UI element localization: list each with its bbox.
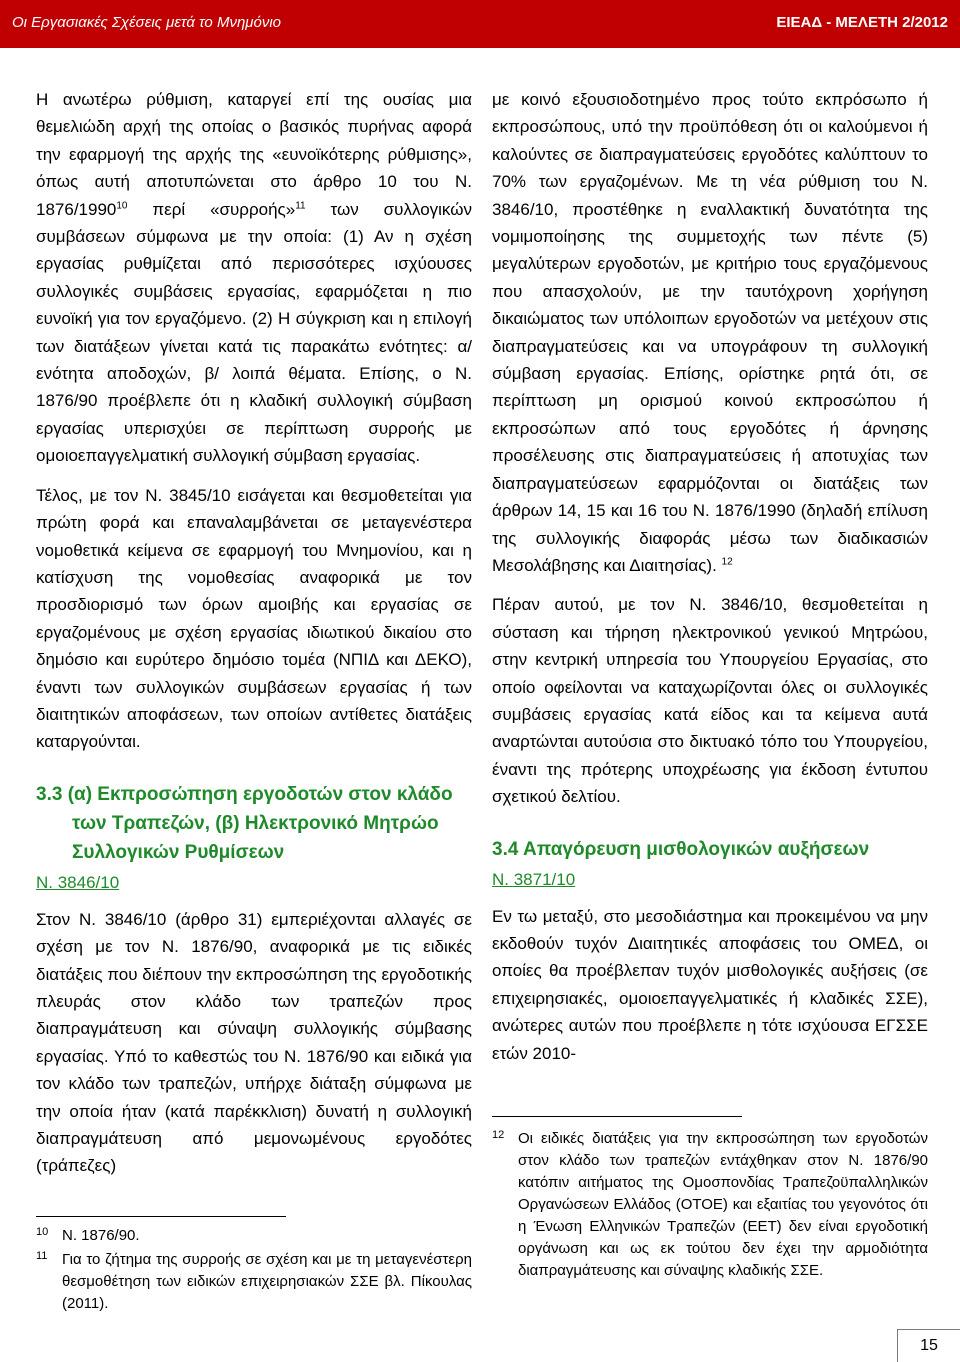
footnote [492, 1128, 928, 1282]
footnote-ref[interactable]: 12 [721, 556, 733, 568]
paragraph: με κοινό εξουσιοδοτημένο προς τούτο εκπρόσωπο ή εκπροσώπους, υπό την προϋπόθεση ότι οι καλούμενοι ή καλούντες σε διαπραγματεύσεις εργοδότες καλύπτουν το 70% των εργαζομένων. Με τη νέα ρύθμιση του Ν. 3846/10, προστέθηκε η εναλλακτική δυνατότητα της νομιμοποίησης της συμμετοχής των πέντε (5) μεγαλύτερων εργοδοτών, με κριτήριο τους εργαζόμενους που απασχολούν, με την ταυτόχρονη χορήγηση δικαιώματος των υπόλοιπων εργοδοτών να μετέχουν στις διαπραγματεύσεις και να υπογράφουν τη συλλογική σύμβαση εργασίας. Επίσης, ορίστηκε ρητά ότι, σε περίπτωση μη ορισμού κοινού εκπροσώπου ή εκπροσώπων από τους εργοδότες ή άρνησης προσέλευσης στις διαπραγματεύσεις ή αποτυχίας των διαπραγματεύσεων εφαρμόζονται οι διατάξεις των άρθρων 14, 15 και 16 του Ν. 1876/1990 (δηλαδή επίλυση της συλλογικής διαφοράς μέσω των διαδικασιών Μεσολάβησης και Διαιτησίας). $^{12}$ [492, 90, 928, 575]
footnote-text: Ν. 1876/90. [62, 1227, 140, 1244]
paragraph: Στον Ν. 3846/10 (άρθρο 31) εμπεριέχονται αλλαγές σε σχέση με τον Ν. 1876/90, αναφορικά με τις ειδικές διατάξεις που διέπουν την εκπροσώπηση της εργοδοτικής πλευράς στον κλάδο των τραπεζών προς διαπραγμάτευση και σύναψη συλλογικής σύμβασης εργασίας. Υπό το καθεστώς του Ν. 1876/90 και ειδικά για τον κλάδο των τραπεζών, υπήρχε διάταξη σύμφωνα με την οποία ήταν (κατά παρέκκλιση) δυνατή η συλλογική διαπραγμάτευση από μεμονωμένους εργοδότες (τράπεζες) [36, 909, 472, 1176]
header-study-id: ΕΙΕΑΔ - ΜΕΛΕΤΗ 2/2012 [776, 14, 948, 31]
section-heading: 3.3 (α) Εκπροσώπηση εργοδοτών στον κλάδο των Τραπεζών, (β) Ηλεκτρονικό Μητρώο Συλλογικών Ρυθμίσεων [36, 783, 453, 863]
page-number: 15 [897, 1329, 960, 1362]
page-header [0, 0, 960, 48]
paragraph: Η ανωτέρω ρύθμιση, καταργεί επί της ουσίας μια θεμελιώδη αρχή της οποίας ο βασικός πυρήνας αφορά την εφαρμογή της αρχής της «ευνοϊκότερης ρύθμισης», όπως αυτή αποτυπώνεται στο άρθρο 10 του Ν. 1876/1990$^{10}$ περί «συρροής»$^{11}$ των συλλογικών συμβάσεων σύμφωνα με την οποία: (1) Αν η σχέση εργασίας ρυθμίζεται από περισσότερες ισχύουσες συλλογικές συμβάσεις εργασίας, εφαρμόζεται η πιο ευνοϊκή για τον εργαζόμενο. (2) Η σύγκριση και η επιλογή των διατάξεων γίνεται κατά τις παρακάτω ενότητες: α/ ενότητα αποδοχών, β/ λοιπά θέματα. Επίσης, ο Ν. 1876/90 προέβλεπε ότι η κλαδική συλλογική σύμβαση εργασίας υπερισχύει σε περίπτωση συρροής με ομοιοεπαγγελματική συλλογική σύμβαση εργασίας. [36, 90, 472, 466]
footnote-ref[interactable]: 10 [116, 199, 128, 211]
footnote [36, 1225, 472, 1247]
footnote-text: Οι ειδικές διατάξεις για την εκπροσώπηση των εργοδοτών στον κλάδο των τραπεζών εντάχθηκαν στον Ν. 1876/90 κατόπιν αιτήματος της Ομοσπονδίας Τραπεζοϋπαλληλικών Οργανώσεων Ελλάδος (ΟΤΟΕ) και εξαιτίας του γεγονότος ότι η Ένωση Ελληνικών Τραπεζών (ΕΕΤ) δεν είναι εργοδοτική οργάνωση και ως εκ τούτου δεν έχει την αρμοδιότητα διαπραγμάτευσης και σύναψης κλαδικής ΣΣΕ. [518, 1130, 928, 1279]
footnote [36, 1249, 472, 1315]
section-law-reference: Ν. 3846/10 [36, 872, 120, 892]
paragraph: Πέραν αυτού, με τον Ν. 3846/10, θεσμοθετείται η σύσταση και τήρηση ηλεκτρονικού γενικού Μητρώου, στην κεντρική υπηρεσία του Υπουργείου Εργασίας, στο οποίο οφείλονται να καταχωρίζονται όλες οι συλλογικές συμβάσεις εργασίας κατά είδος και τα κείμενα αυτά αναρτώνται αυτούσια στο δικτυακό τόπο του Υπουργείου, έναντι της πρότερης υποχρέωσης για έκδοση έντυπου σχετικού δελτίου. [492, 595, 928, 807]
footnote-number: 10 [36, 1226, 49, 1238]
footnote-separator [492, 1116, 742, 1117]
section-law-reference: Ν. 3871/10 [492, 869, 576, 889]
footnote-text: Για το ζήτημα της συρροής σε σχέση και με τη μεταγενέστερη θεσμοθέτηση των ειδικών επιχειρησιακών ΣΣΕ βλ. Πίκουλας (2011). [62, 1251, 472, 1312]
header-title: Οι Εργασιακές Σχέσεις μετά το Μνημόνιο [12, 14, 282, 31]
section-heading: 3.4 Απαγόρευση μισθολογικών αυξήσεων [492, 838, 870, 860]
footnote-number: 12 [492, 1129, 505, 1141]
footnote-separator [36, 1216, 286, 1217]
left-column [36, 86, 472, 1192]
footnote-number: 11 [36, 1250, 48, 1262]
right-column [492, 86, 928, 1079]
footnote-ref[interactable]: 11 [295, 199, 306, 211]
paragraph: Τέλος, με τον Ν. 3845/10 εισάγεται και θεσμοθετείται για πρώτη φορά και επαναλαμβάνεται σε μεταγενέστερα νομοθετικά κείμενα σε εφαρμογή του Μνημονίου, και η κατίσχυση της νομοθεσίας αναφορικά με τον προσδιορισμό των όρων αμοιβής και εργασίας σε εργαζομένους με σχέση εργασίας ιδιωτικού δικαίου στο δημόσιο και ευρύτερο δημόσιο τομέα (ΝΠΙΔ και ΔΕΚΟ), έναντι των συλλογικών συμβάσεων εργασίας ή των διαιτητικών αποφάσεων, των οποίων αντίθετες διατάξεις καταργούνται. [36, 485, 472, 752]
paragraph: Εν τω μεταξύ, στο μεσοδιάστημα και προκειμένου να μην εκδοθούν τυχόν Διαιτητικές αποφάσεις του ΟΜΕΔ, οι οποίες θα προέβλεπαν τυχόν μισθολογικές αυξήσεις (σε επιχειρησιακές, ομοιοεπαγγελματικές ή κλαδικές ΣΣΕ), ανώτερες αυτών που προέβλεπε η τότε ισχύουσα ΕΓΣΣΕ ετών 2010- [492, 906, 928, 1063]
